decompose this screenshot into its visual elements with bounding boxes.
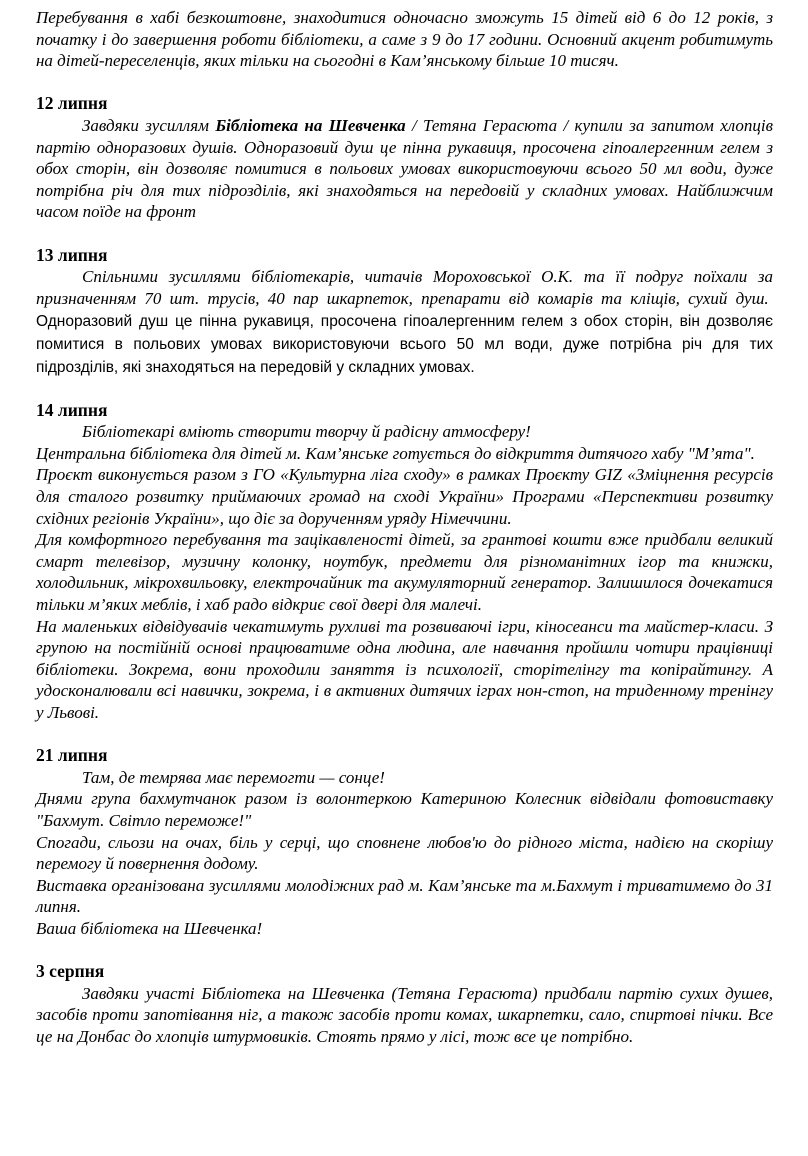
paragraph xyxy=(36,832,773,875)
text-run: Перебування в хабі безкоштовне, знаходитися одночасно зможуть 15 дітей від 6 до 12 років, з початку і до завершення роботи бібліотеки, а саме з 9 до 17 години. Основний акцент робитимуть на дітей-переселенців, яких тільки на сьогодні в Кам’янському більше 10 тисяч. xyxy=(36,8,773,71)
paragraph xyxy=(36,464,773,529)
text-run: Ваша бібліотека на Шевченка! xyxy=(36,918,263,938)
date-heading: 14 липня xyxy=(36,399,108,420)
date-heading: 13 липня xyxy=(36,244,108,265)
text-run: Бібліотекарі вміють створити творчу й радісну атмосферу! xyxy=(82,422,531,442)
text-run: Днями група бахмутчанок разом із волонтеркою Катериною Колесник відвідали фотовиставку "Бахмут. Світло переможе!" xyxy=(36,789,773,830)
paragraph xyxy=(36,266,773,378)
blank-line xyxy=(36,72,773,94)
paragraph xyxy=(36,788,773,831)
date-heading: 21 липня xyxy=(36,745,108,766)
document-content xyxy=(36,7,773,1048)
text-run: Проєкт виконується разом з ГО «Культурна ліга сходу» в рамках Проєкту GIZ «Зміцнення ресурсів для сталого розвитку приймаючих громад на сході України» Програми «Перспективи розвитку східних регіонів України», що діє за дорученням уряду Німеччини. xyxy=(36,465,773,528)
paragraph xyxy=(36,529,773,615)
paragraph xyxy=(36,443,773,465)
blank-line xyxy=(36,223,773,245)
text-run: Центральна бібліотека для дітей м. Кам’янське готується до відкриття дитячого хабу "М’ята". xyxy=(36,443,755,463)
text-run: Там, де темрява має перемогти — сонце! xyxy=(82,767,385,787)
paragraph xyxy=(36,767,773,789)
text-run: Бібліотека на Шевченка xyxy=(215,115,406,135)
text-run: Спільними зусиллями бібліотекарів, читачів Мороховської О.К. та її подруг поїхали за призначенням 70 шт. трусів, 40 пар шкарпеток, препарати від комарів та кліщів, сухий душ. xyxy=(36,267,773,308)
paragraph xyxy=(36,918,773,940)
paragraph xyxy=(36,421,773,443)
text-run: Завдяки участі Бібліотека на Шевченка (Тетяна Герасюта) придбали партію сухих душев, засобів проти запотівання ніг, а також засобів проти комах, шкарпетки, сало, спиртові пічки. Все це на Донбас до хлопців штурмовиків. Стоять прямо у лісі, тож все це потрібно. xyxy=(36,983,773,1046)
text-run: Завдяки зусиллям xyxy=(82,115,216,135)
date-heading: 3 серпня xyxy=(36,961,105,982)
blank-line xyxy=(36,378,773,400)
paragraph xyxy=(36,983,773,1048)
paragraph xyxy=(36,875,773,918)
paragraph xyxy=(36,616,773,724)
blank-line xyxy=(36,724,773,746)
text-run: Спогади, сльози на очах, біль у серці, що сповнене любов'ю до рідного міста, надією на скорішу перемогу й повернення додому. xyxy=(36,832,773,874)
text-run: Одноразовий душ це пінна рукавиця, просочена гіпоалергенним гелем з обох сторін, він дозволяє помитися в польових умовах використовуючи всього 50 мл води, дуже потрібна річ для тих підрозділів, які знаходяться на передовій у складних умовах. xyxy=(36,290,773,376)
text-run: Для комфортного перебування та зацікавленості дітей, за грантові кошти вже придбали великий смарт телевізор, музичну колонку, ноутбук, предмети для різноманітних ігор та книжки, холодильник, мікрохвильовку, електрочайник та акумуляторний генератор. Залишилося дочекатися тільки м’яких меблів, і хаб радо відкриє свої двері для малечі. xyxy=(36,530,773,615)
text-run: На маленьких відвідувачів чекатимуть рухливі та розвиваючі ігри, кіносеанси та майстер-класи. З групою на постійній основі працюватиме одна людина, але навчання пройшли чотири працівниці бібліотеки. Зокрема, вони проходили заняття із психології, сторітелінгу та копірайтингу. А удосконалювали всі навички, зокрема, і в активних дитячих іграх нон-стоп, на триденному тренінгу у Львові. xyxy=(36,616,773,722)
paragraph xyxy=(36,7,773,72)
blank-line xyxy=(36,940,773,962)
date-heading: 12 липня xyxy=(36,93,108,114)
text-run: / Тетяна Герасюта / купили за запитом хлопців партію одноразових душів. Одноразовий душ це пінна рукавиця, просочена гіпоалергенним гелем з обох сторін, він дозволяє помитися в польових умовах використовуючи всього 50 мл води, дуже потрібна річ для тих підрозділів, які знаходяться на передовій у складних умовах. Найближчим часом поїде на фронт xyxy=(36,115,773,222)
paragraph xyxy=(36,115,773,223)
text-run: Виставка організована зусиллями молодіжних рад м. Кам’янське та м.Бахмут і триватимемо до 31 липня. xyxy=(36,875,773,917)
